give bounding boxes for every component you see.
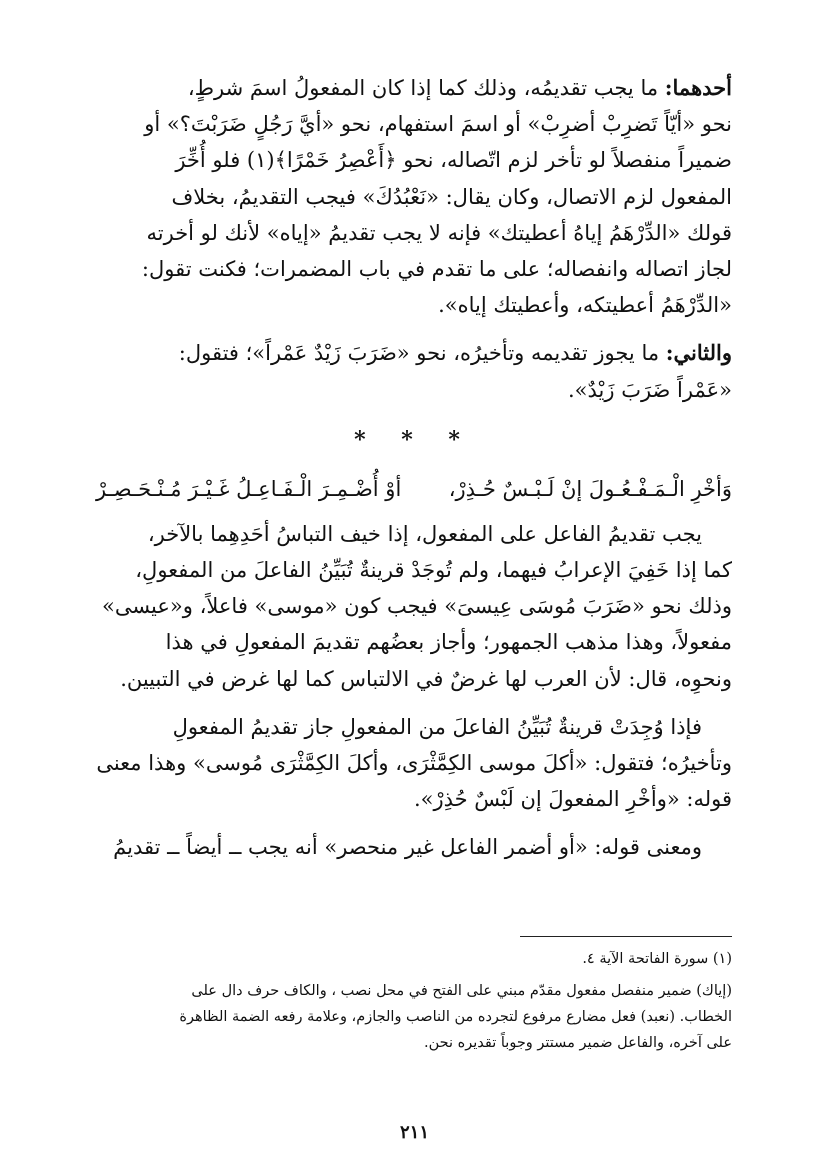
line: ونحوِه، قال: لأن العرب لها غرضٌ في الالتباس كما لها غرض في التبيين. xyxy=(120,666,732,691)
line: ما يجب تقديمُه، وذلك كما إذا كان المفعولُ اسمَ شرطٍ، xyxy=(187,76,665,100)
line: فإذا وُجِدَتْ قرينةٌ تُبَيِّنُ الفاعلَ من المفعولِ جاز تقديمُ المفعولِ xyxy=(172,714,702,739)
footnote-line: الخطاب. (نعبد) فعل مضارع مرفوع لتجرده من الناصب والجازم، وعلامة رفعه الضمة الظاهرة xyxy=(179,1009,732,1025)
paragraph-explanation-2 xyxy=(96,709,732,818)
paragraph-second xyxy=(96,335,732,407)
line: لجاز اتصاله وانفصاله؛ على ما تقدم في باب المضمرات؛ فكنت تقول: xyxy=(141,257,732,282)
footnote-1: (١) سورة الفاتحة الآية ٤. xyxy=(582,951,732,967)
line: ضميراً منفصلاً لو تأخر لزم اتّصاله، نحو ﴿أَعْصِرُ خَمْرًا﴾(١) فلو أُخِّرَ xyxy=(175,148,732,173)
footnote-line: على آخره، والفاعل ضمير مستتر وجوباً تقديره نحن. xyxy=(424,1035,732,1051)
page-body xyxy=(96,70,732,1150)
line: وتأخيرُه؛ فتقول: «أكلَ موسى الكِمَّثْرَى، وأكلَ الكِمَّثْرَى مُوسى» وهذا معنى xyxy=(96,751,732,776)
line: قوله: «وأخْرِ المفعولَ إن لَبْسٌ حُذِرْ». xyxy=(413,787,732,812)
line: مفعولاً، وهذا مذهب الجمهور؛ وأجاز بعضُهم تقديمَ المفعولِ في هذا xyxy=(165,630,732,655)
verse xyxy=(96,470,732,508)
line: المفعول لزم الاتصال، وكان يقال: «نَعْبُدُكَ» فيجب التقديمُ، بخلاف xyxy=(171,184,732,209)
line: يجب تقديمُ الفاعل على المفعول، إذا خيف التباسُ أحَدِهِما بالآخر، xyxy=(147,521,702,546)
line: قولك «الدِّرْهَمُ إياهُ أعطيتك» فإنه لا يجب تقديمُ «إياه» لأنك لو أخرته xyxy=(146,220,732,245)
footnote-line: (إياك) ضمير منفصل مفعول مقدّم مبني على الفتح في محل نصب ، والكاف حرف دال على xyxy=(191,983,732,999)
verse-right-hemistich: وَأخْرِ الْـمَـفْـعُـولَ إنْ لَـبْـسٌ حُـذِرْ، xyxy=(448,476,732,501)
lead-first: أحدهما: xyxy=(664,75,732,100)
line: نحو «أيّاً تَضرِبْ أضرِبْ» أو اسمَ استفهام، نحو «أيَّ رَجُلٍ ضَرَبْتَ؟» أو xyxy=(144,112,732,137)
line: ما يجوز تقديمه وتأخيرُه، نحو «ضَرَبَ زَيْدٌ عَمْراً»؛ فتقول: xyxy=(178,341,666,366)
lead-second: والثاني: xyxy=(665,340,732,366)
verse-left-hemistich: أوْ أُضْـمِـرَ الْـفَـاعِـلُ غَـيْـرَ مُـنْـحَـصِـرْ xyxy=(96,476,402,501)
section-separator: * * * xyxy=(354,426,474,453)
line: ومعنى قوله: «أو أضمر الفاعل غير منحصر» أنه يجب ــ أيضاً ــ تقديمُ xyxy=(113,835,702,860)
footnote-divider xyxy=(520,936,732,937)
line: كما إذا خَفِيَ الإعرابُ فيهما، ولم تُوجَدْ قرينةٌ تُبَيِّنُ الفاعلَ من المفعولِ، xyxy=(135,558,732,583)
line: وذلك نحو «ضَرَبَ مُوسَى عِيسىَ» فيجب كون «موسى» فاعلاً، و«عيسى» xyxy=(101,594,732,619)
line: «عَمْراً ضَرَبَ زَيْدٌ». xyxy=(567,377,732,402)
paragraph-explanation-1 xyxy=(96,516,732,697)
footnotes xyxy=(96,946,732,1056)
line: «الدِّرْهَمُ أعطيتكه، وأعطيتك إياه». xyxy=(438,293,732,318)
page-number: ٢١١ xyxy=(399,1122,429,1143)
paragraph-first xyxy=(96,70,732,323)
paragraph-explanation-3 xyxy=(96,829,732,865)
